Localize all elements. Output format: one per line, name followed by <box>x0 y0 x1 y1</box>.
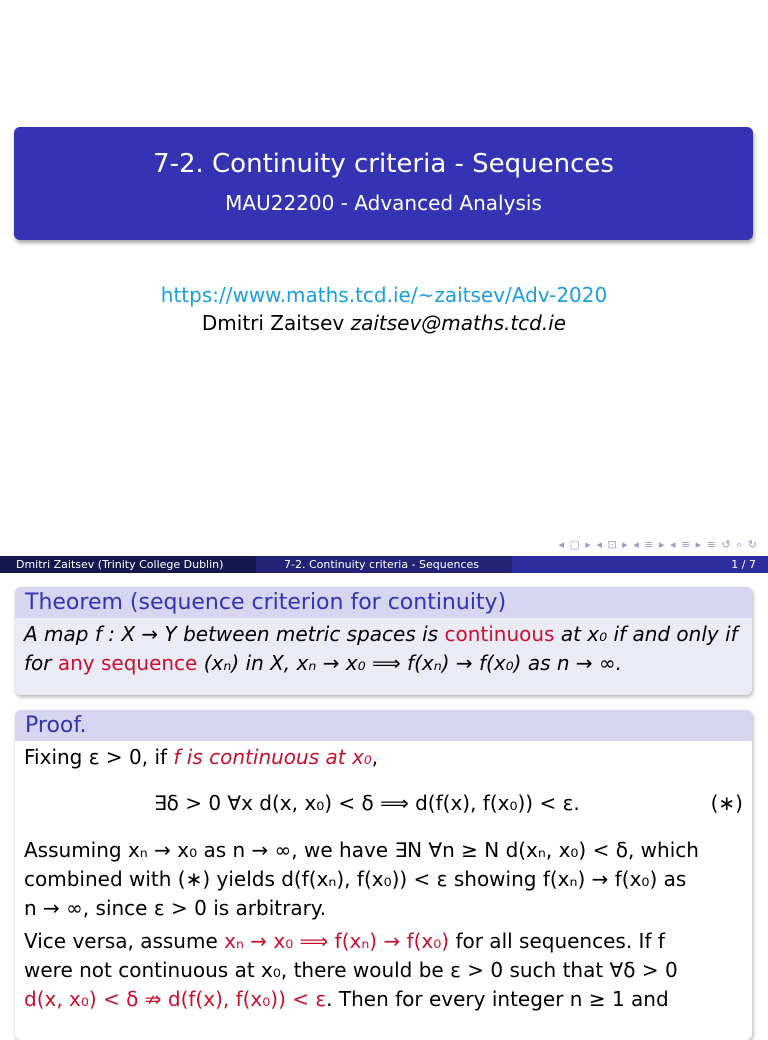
proof-body <box>15 741 752 1020</box>
theorem-header: Theorem (sequence criterion for continuity) <box>15 587 752 618</box>
theorem-line-1 <box>24 620 743 649</box>
theorem-text: A map f : X → Y between metric spaces is <box>24 622 445 646</box>
proof-text: Fixing ε > 0, if <box>24 745 174 769</box>
proof-line <box>24 927 743 956</box>
theorem-body <box>15 618 752 684</box>
equation-tag: (∗) <box>710 791 743 815</box>
title-box <box>14 127 753 240</box>
proof-text: Vice versa, assume <box>24 929 225 953</box>
theorem-text: at x₀ if and only if <box>554 622 738 646</box>
equation-star <box>24 772 743 836</box>
footer-page-section <box>512 556 768 573</box>
proof-line <box>24 743 743 772</box>
slide-subtitle: MAU22200 - Advanced Analysis <box>225 191 542 215</box>
course-url-link[interactable]: https://www.maths.tcd.ie/~zaitsev/Adv-2020 <box>160 283 608 307</box>
footer-title: 7-2. Continuity criteria - Sequences <box>284 558 480 571</box>
proof-header: Proof. <box>15 710 752 741</box>
proof-text: , <box>371 745 379 769</box>
footer-author-section <box>0 556 256 573</box>
proof-text: for all sequences. If f <box>449 929 665 953</box>
equation: ∃δ > 0 ∀x d(x, x₀) < δ ⟹ d(f(x), f(x₀)) < ε. <box>154 791 580 815</box>
beamer-nav-icons[interactable]: ◂ ▢ ▸ ◂ ⊡ ▸ ◂ ≡ ▸ ◂ ≡ ▸ ≡ ↺ ⌕ ↻ <box>558 538 758 551</box>
proof-highlight: xₙ → x₀ ⟹ f(xₙ) → f(x₀) <box>224 929 450 953</box>
author-name: Dmitri Zaitsev <box>201 311 345 335</box>
proof-line: Assuming xₙ → x₀ as n → ∞, we have ∃N ∀n ≥ N d(xₙ, x₀) < δ, which <box>24 838 699 862</box>
proof-line <box>24 985 743 1014</box>
proof-line: n → ∞, since ε > 0 is arbitrary. <box>24 896 327 920</box>
proof-line: were not continuous at x₀, there would be ε > 0 such that ∀δ > 0 <box>24 958 678 982</box>
theorem-line-2 <box>24 649 743 678</box>
theorem-highlight: continuous <box>444 622 555 646</box>
footer-title-section <box>256 556 512 573</box>
proof-line: combined with (∗) yields d(f(xₙ), f(x₀)) < ε showing f(xₙ) → f(x₀) as <box>24 867 687 891</box>
footer-author: Dmitri Zaitsev (Trinity College Dublin) <box>16 558 224 571</box>
proof-block <box>15 710 752 1040</box>
theorem-text: for <box>24 651 58 675</box>
proof-text: . Then for every integer n ≥ 1 and <box>326 987 669 1011</box>
footer-bar <box>0 556 768 573</box>
proof-highlight: d(x, x₀) < δ ⇏ d(f(x), f(x₀)) < ε <box>24 987 327 1011</box>
theorem-block <box>15 587 752 695</box>
proof-highlight: f is continuous at x₀ <box>173 745 372 769</box>
author-email: zaitsev@maths.tcd.ie <box>350 311 567 335</box>
author-line <box>0 311 768 335</box>
slide-title: 7-2. Continuity criteria - Sequences <box>153 149 614 179</box>
theorem-highlight: any sequence <box>57 651 198 675</box>
footer-page-number: 1 / 7 <box>731 558 756 571</box>
theorem-text: (xₙ) in X, xₙ → x₀ ⟹ f(xₙ) → f(x₀) as n → ∞. <box>197 651 623 675</box>
